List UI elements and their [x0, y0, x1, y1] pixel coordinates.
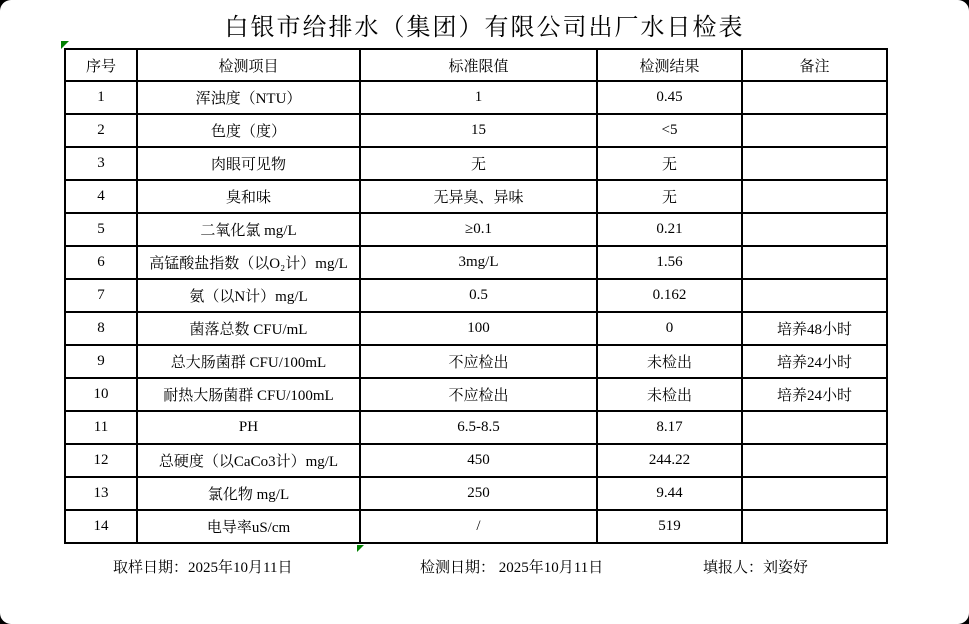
column-header: 标准限值 [360, 49, 597, 81]
table-row [65, 411, 887, 444]
page-title: 白银市给排水（集团）有限公司出厂水日检表 [224, 15, 745, 41]
sampling-date-line: 取样日期：2025年10月11日 [113, 560, 293, 576]
cell-remark [742, 147, 887, 180]
cell-item: 色度（度） [137, 114, 360, 147]
inspection-table [64, 48, 888, 544]
cell-result: 0.45 [597, 81, 742, 114]
cell-remark [742, 477, 887, 510]
cell-limit: 0.5 [360, 279, 597, 312]
cell-remark [742, 279, 887, 312]
column-header: 备注 [742, 49, 887, 81]
cell-limit: 250 [360, 477, 597, 510]
cell-limit: ≥0.1 [360, 213, 597, 246]
cell-no: 11 [65, 411, 137, 444]
cell-result: 8.17 [597, 411, 742, 444]
cell-no: 12 [65, 444, 137, 477]
table-row [65, 81, 887, 114]
cell-result: 519 [597, 510, 742, 543]
cell-result: <5 [597, 114, 742, 147]
table-row [65, 213, 887, 246]
header-row [65, 49, 887, 81]
column-header: 检测项目 [137, 49, 360, 81]
cell-no: 10 [65, 378, 137, 411]
cell-item: 总大肠菌群 CFU/100mL [137, 345, 360, 378]
cell-item: 耐热大肠菌群 CFU/100mL [137, 378, 360, 411]
cell-item: 高锰酸盐指数（以O₂计）mg/L [137, 246, 360, 279]
cell-item: 氨（以N计）mg/L [137, 279, 360, 312]
table-row [65, 114, 887, 147]
cell-limit: 100 [360, 312, 597, 345]
cell-no: 7 [65, 279, 137, 312]
cell-limit: 6.5-8.5 [360, 411, 597, 444]
table-body [65, 81, 887, 543]
cell-no: 9 [65, 345, 137, 378]
cell-result: 未检出 [597, 378, 742, 411]
cell-no: 6 [65, 246, 137, 279]
cell-remark [742, 411, 887, 444]
cell-item: 氯化物 mg/L [137, 477, 360, 510]
cell-item: PH [137, 411, 360, 444]
cell-result: 0.21 [597, 213, 742, 246]
cell-result: 244.22 [597, 444, 742, 477]
cell-result: 无 [597, 180, 742, 213]
cell-remark: 培养48小时 [742, 312, 887, 345]
cell-limit: 15 [360, 114, 597, 147]
excel-error-marker-icon [61, 41, 69, 49]
table-row [65, 444, 887, 477]
cell-remark: 培养24小时 [742, 345, 887, 378]
cell-limit: 450 [360, 444, 597, 477]
cell-item: 电导率uS/cm [137, 510, 360, 543]
table-row [65, 510, 887, 543]
column-header: 检测结果 [597, 49, 742, 81]
cell-remark: 培养24小时 [742, 378, 887, 411]
cell-remark [742, 444, 887, 477]
excel-error-marker-icon [357, 545, 364, 552]
table-row [65, 378, 887, 411]
cell-remark [742, 114, 887, 147]
cell-result: 无 [597, 147, 742, 180]
inspection-table-wrap [64, 48, 886, 544]
cell-result: 0.162 [597, 279, 742, 312]
cell-limit: 无异臭、异味 [360, 180, 597, 213]
cell-no: 2 [65, 114, 137, 147]
cell-limit: 无 [360, 147, 597, 180]
table-row [65, 147, 887, 180]
cell-no: 13 [65, 477, 137, 510]
cell-limit: 不应检出 [360, 378, 597, 411]
column-header: 序号 [65, 49, 137, 81]
cell-item: 臭和味 [137, 180, 360, 213]
cell-no: 14 [65, 510, 137, 543]
cell-item: 二氧化氯 mg/L [137, 213, 360, 246]
table-row [65, 477, 887, 510]
cell-item: 肉眼可见物 [137, 147, 360, 180]
table-row [65, 246, 887, 279]
cell-result: 未检出 [597, 345, 742, 378]
cell-remark [742, 246, 887, 279]
cell-result: 1.56 [597, 246, 742, 279]
table-row [65, 312, 887, 345]
table-row [65, 279, 887, 312]
cell-remark [742, 213, 887, 246]
cell-remark [742, 510, 887, 543]
cell-remark [742, 81, 887, 114]
cell-no: 3 [65, 147, 137, 180]
cell-remark [742, 180, 887, 213]
cell-result: 9.44 [597, 477, 742, 510]
cell-result: 0 [597, 312, 742, 345]
cell-item: 菌落总数 CFU/mL [137, 312, 360, 345]
cell-item: 浑浊度（NTU） [137, 81, 360, 114]
table-row [65, 345, 887, 378]
cell-no: 8 [65, 312, 137, 345]
cell-no: 1 [65, 81, 137, 114]
test-date-line: 检测日期： 2025年10月11日 [420, 560, 604, 576]
cell-item: 总硬度（以CaCo3计）mg/L [137, 444, 360, 477]
cell-limit: 不应检出 [360, 345, 597, 378]
cell-no: 5 [65, 213, 137, 246]
cell-limit: / [360, 510, 597, 543]
reporter-line: 填报人：刘姿妤 [703, 560, 809, 576]
cell-no: 4 [65, 180, 137, 213]
cell-limit: 1 [360, 81, 597, 114]
table-row [65, 180, 887, 213]
cell-limit: 3mg/L [360, 246, 597, 279]
